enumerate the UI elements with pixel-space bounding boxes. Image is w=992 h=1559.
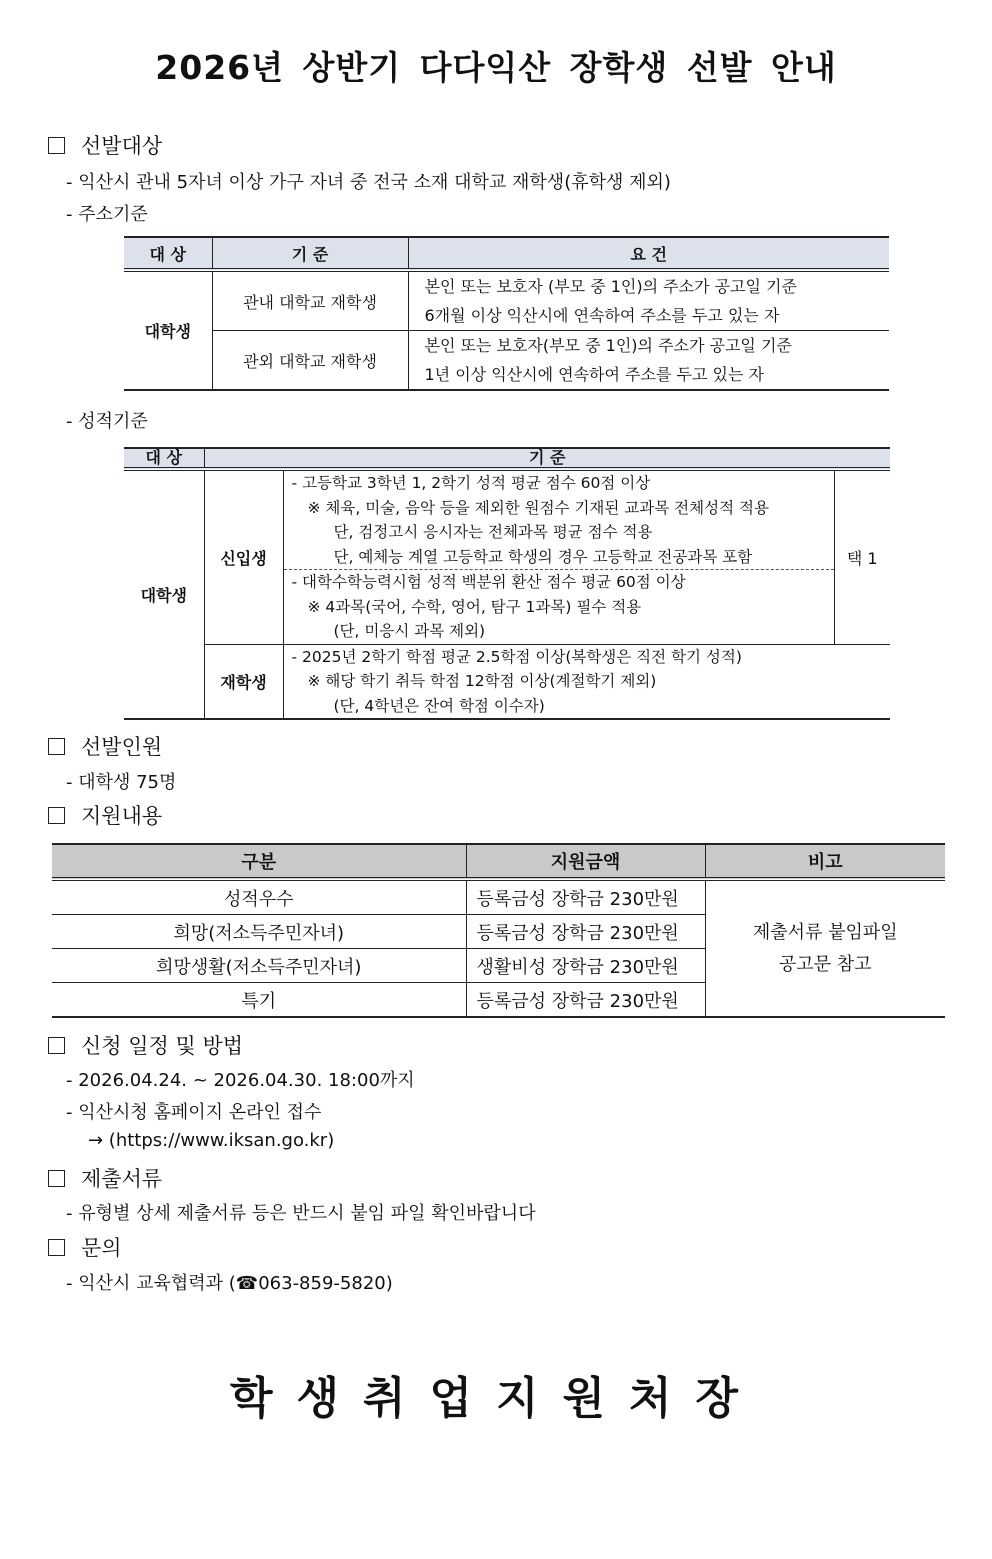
section-docs	[48, 1163, 162, 1193]
support-amount: 생활비성 장학금 230만원	[466, 949, 705, 983]
criteria-line: (단, 4학년은 잔여 학점 이수자)	[333, 696, 545, 715]
section-heading: 제출서류	[81, 1167, 163, 1191]
criteria-line: ※ 체육, 미술, 음악 등을 제외한 원점수 기재된 교과목 전체성적 적용	[307, 498, 769, 517]
checkbox-square-icon	[48, 1037, 65, 1054]
freshman-cell: 신입생	[204, 469, 283, 644]
criteria-line: ※ 해당 학기 취득 학점 12학점 이상(계절학기 제외)	[307, 672, 657, 690]
section-count	[48, 731, 162, 761]
section-heading: 지원내용	[81, 804, 163, 828]
criteria-cell: 관외 대학교 재학생	[212, 331, 408, 391]
address-criteria-table	[124, 236, 889, 391]
target-cell: 대학생	[124, 270, 212, 390]
target-cell: 대학생	[124, 469, 204, 719]
checkbox-square-icon	[48, 1170, 65, 1187]
issuer-signature: 학생취업지원처장	[229, 1373, 763, 1424]
criteria-line: (단, 미응시 과목 제외)	[333, 622, 486, 640]
requirement-cell	[408, 270, 889, 331]
table-header: 대 상	[124, 448, 204, 469]
checkbox-square-icon	[48, 807, 65, 824]
schedule-url: → (https://www.iksan.go.kr)	[88, 1130, 335, 1151]
support-note	[705, 879, 945, 1017]
criteria-cell: 관내 대학교 재학생	[212, 270, 408, 331]
criteria-line: - 대학수학능력시험 성적 백분위 환산 점수 평균 60점 이상	[291, 573, 686, 591]
requirement-line: 6개월 이상 익산시에 연속하여 주소를 두고 있는 자	[424, 306, 780, 325]
support-amount: 등록금성 장학금 230만원	[466, 983, 705, 1018]
section-contact	[48, 1232, 122, 1262]
table-header: 비고	[705, 844, 945, 879]
docs-line: - 유형별 상세 제출서류 등은 반드시 붙임 파일 확인바랍니다	[66, 1203, 536, 1224]
criteria-line: - 2025년 2학기 학점 평균 2.5학점 이상(복학생은 직전 학기 성적)	[291, 647, 742, 666]
support-amount: 등록금성 장학금 230만원	[466, 915, 705, 949]
table-header: 대 상	[124, 237, 212, 270]
requirement-line: 본인 또는 보호자(부모 중 1인)의 주소가 공고일 기준	[424, 336, 792, 355]
support-type: 특기	[52, 983, 466, 1018]
schedule-period: - 2026.04.24. ~ 2026.04.30. 18:00까지	[66, 1070, 415, 1091]
requirement-cell	[408, 331, 889, 391]
table-header: 구분	[52, 844, 466, 879]
schedule-method: - 익산시청 홈페이지 온라인 접수	[66, 1102, 322, 1123]
checkbox-square-icon	[48, 137, 65, 154]
grade-criteria-table	[124, 447, 890, 720]
section-support	[48, 800, 162, 830]
criteria-line: ※ 4과목(국어, 수학, 영어, 탐구 1과목) 필수 적용	[307, 597, 642, 616]
target-line: - 익산시 관내 5자녀 이상 가구 자녀 중 전국 소재 대학교 재학생(휴학생 제외)	[66, 172, 671, 193]
freshman-option-a	[283, 469, 834, 570]
checkbox-square-icon	[48, 738, 65, 755]
freshman-option-b	[283, 570, 834, 645]
grade-criteria-label: - 성적기준	[66, 411, 148, 432]
support-type: 희망생활(저소득주민자녀)	[52, 949, 466, 983]
table-header: 지원금액	[466, 844, 705, 879]
section-schedule	[48, 1030, 243, 1060]
choice-cell: 택 1	[834, 469, 890, 644]
enrolled-cell: 재학생	[204, 644, 283, 719]
count-line: - 대학생 75명	[66, 772, 177, 793]
support-type: 희망(저소득주민자녀)	[52, 915, 466, 949]
criteria-line: 단, 예체능 계열 고등학교 학생의 경우 고등학교 전공과목 포함	[333, 547, 753, 566]
address-criteria-label: - 주소기준	[66, 204, 148, 225]
note-line: 공고문 참고	[778, 953, 872, 975]
requirement-line: 본인 또는 보호자 (부모 중 1인)의 주소가 공고일 기준	[424, 277, 797, 296]
support-type: 성적우수	[52, 879, 466, 915]
criteria-line: - 고등학교 3학년 1, 2학기 성적 평균 점수 60점 이상	[291, 474, 651, 492]
contact-line: - 익산시 교육협력과 (☎063-859-5820)	[66, 1273, 393, 1294]
criteria-line: 단, 검정고시 응시자는 전체과목 평균 점수 적용	[333, 523, 653, 541]
requirement-line: 1년 이상 익산시에 연속하여 주소를 두고 있는 자	[424, 365, 764, 384]
enrolled-criteria	[283, 644, 890, 719]
section-heading: 신청 일정 및 방법	[81, 1034, 244, 1058]
section-heading: 선발대상	[81, 134, 163, 158]
section-heading: 선발인원	[81, 735, 163, 759]
checkbox-square-icon	[48, 1239, 65, 1256]
support-table	[52, 843, 945, 1018]
table-header: 기 준	[204, 448, 890, 469]
page-title: 2026년 상반기 다다익산 장학생 선발 안내	[155, 48, 837, 87]
note-line: 제출서류 붙임파일	[752, 921, 898, 943]
table-header: 요 건	[408, 237, 889, 270]
section-target	[48, 130, 162, 160]
support-amount: 등록금성 장학금 230만원	[466, 879, 705, 915]
section-heading: 문의	[81, 1236, 122, 1260]
table-header: 기 준	[212, 237, 408, 270]
